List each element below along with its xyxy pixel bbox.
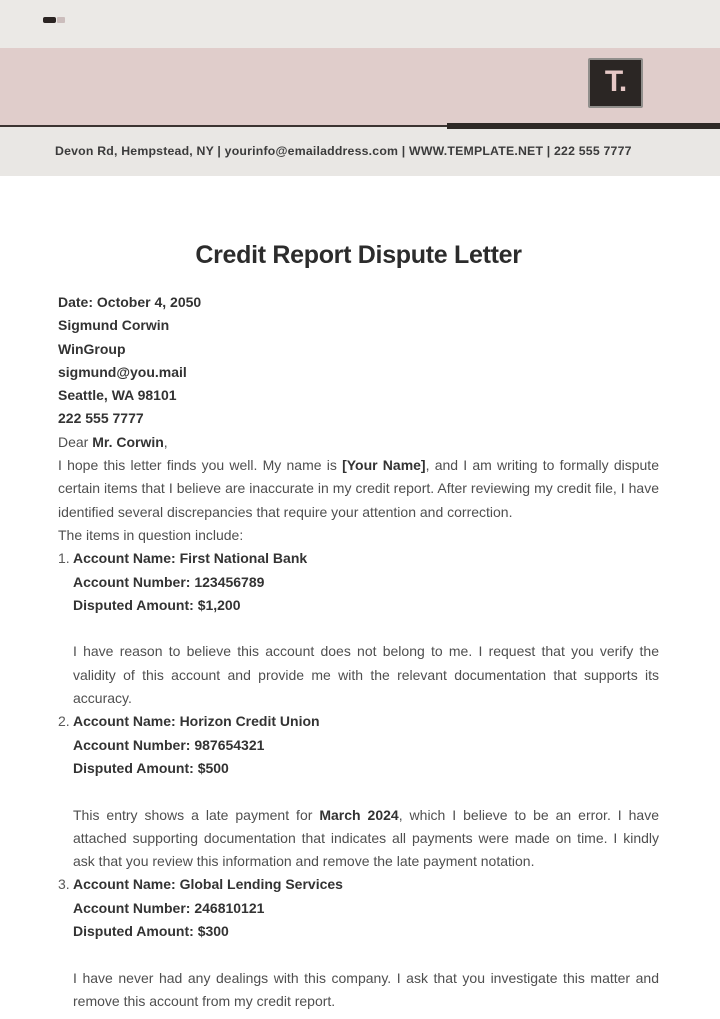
account-name-line xyxy=(58,873,659,896)
account-number-line: Account Number: 987654321 xyxy=(73,736,265,753)
account-name-line xyxy=(58,547,659,570)
meta-city: Seattle, WA 98101 xyxy=(58,387,177,404)
intro-post: , and I am writing to formally dispute certain items that I believe are inaccurate in my credit report. After reviewing my credit file, I have identified several discrepancies that require your attention and correction. xyxy=(58,457,659,520)
logo-mark-dark-segment xyxy=(43,17,56,23)
account-number-line: Account Number: 246810121 xyxy=(73,899,265,916)
meta-company: WinGroup xyxy=(58,340,126,357)
intro-pre: I hope this letter finds you well. My name is xyxy=(58,457,343,474)
contact-bar xyxy=(0,126,720,176)
account-name-line xyxy=(58,710,659,733)
letterhead xyxy=(0,0,720,176)
item-note-pre: This entry shows a late payment for xyxy=(73,806,320,823)
brand-logo xyxy=(588,58,643,108)
dispute-item xyxy=(58,873,659,1013)
logo-mark-light-segment xyxy=(57,17,65,23)
salutation-suffix: , xyxy=(163,433,168,450)
meta-phone: 222 555 7777 xyxy=(58,410,144,427)
meta-email: sigmund@you.mail xyxy=(58,363,187,380)
items-intro: The items in question include: xyxy=(58,526,244,543)
account-name-text: Account Name: Global Lending Services xyxy=(73,876,343,893)
intro-bold: [Your Name] xyxy=(342,457,426,474)
meta-name: Sigmund Corwin xyxy=(58,317,170,334)
header-band xyxy=(0,48,720,126)
item-number: 1. xyxy=(58,550,70,567)
item-number: 3. xyxy=(58,876,70,893)
account-name-text: Account Name: First National Bank xyxy=(73,550,308,567)
top-bar xyxy=(0,0,720,48)
logo-mark-icon xyxy=(43,17,65,23)
item-number: 2. xyxy=(58,713,70,730)
letter-body xyxy=(0,240,720,1013)
header-rule-thick xyxy=(447,123,720,129)
meta-date: Date: October 4, 2050 xyxy=(58,294,202,310)
letter-title: Credit Report Dispute Letter xyxy=(195,241,522,269)
dispute-item xyxy=(58,547,659,710)
disputed-amount-line: Disputed Amount: $1,200 xyxy=(73,596,241,613)
item-note-pre: I have never had any dealings with this company. I ask that you investigate this matter and remove this account from my credit report. xyxy=(73,969,659,1009)
item-note-pre: I have reason to believe this account does not belong to me. I request that you verify the validity of this account and provide me with the relevant documentation that supports its accuracy. xyxy=(73,643,659,707)
item-note xyxy=(58,967,659,1014)
account-name-text: Account Name: Horizon Credit Union xyxy=(73,713,320,730)
disputed-amount-line: Disputed Amount: $300 xyxy=(73,923,229,940)
salutation xyxy=(58,431,659,454)
contact-line: Devon Rd, Hempstead, NY | yourinfo@emailaddress.com | WWW.TEMPLATE.NET | 222 555 7777 xyxy=(55,144,632,158)
item-note-post: , which I believe to be an error. I have attached supporting documentation that indicates all payments were made on time. I kindly ask that you review this information and remove the late payment notation. xyxy=(73,806,659,870)
salutation-name: Mr. Corwin xyxy=(92,433,164,450)
intro-paragraph xyxy=(58,454,659,524)
disputed-amount-line: Disputed Amount: $500 xyxy=(73,759,229,776)
dispute-item xyxy=(58,710,659,873)
salutation-prefix: Dear xyxy=(58,433,93,450)
item-note xyxy=(58,640,659,710)
account-number-line: Account Number: 123456789 xyxy=(73,573,265,590)
item-note xyxy=(58,804,659,874)
item-note-bold: March 2024 xyxy=(319,806,399,823)
brand-letter: T. xyxy=(604,65,627,98)
